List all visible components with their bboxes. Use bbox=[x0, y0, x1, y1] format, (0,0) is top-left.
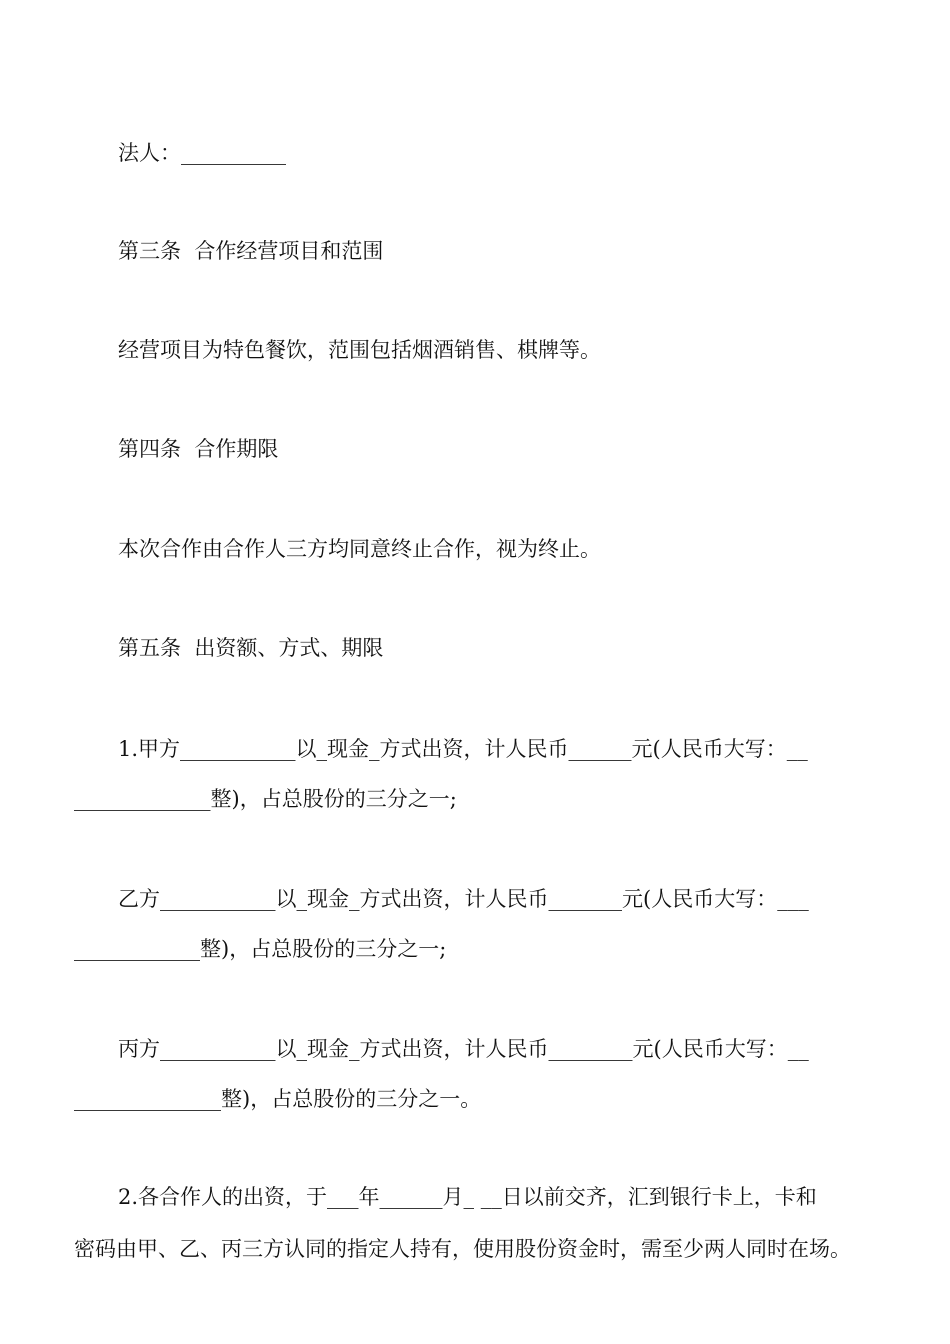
party-b-line-2: ____________整)，占总股份的三分之一; bbox=[74, 937, 447, 961]
legal-person-line: 法人：__________ bbox=[118, 141, 286, 165]
party-a-line-2: _____________整)，占总股份的三分之一; bbox=[74, 787, 457, 811]
payment-clause-line-1: 2.各合作人的出资，于___年______月_ __日以前交齐，汇到银行卡上，卡和 bbox=[118, 1185, 817, 1209]
party-a-line-1: 1.甲方___________以_现金_方式出资，计人民币______元(人民币大写：__ bbox=[118, 737, 808, 761]
article-4-heading: 第四条 合作期限 bbox=[118, 437, 279, 461]
article-3-body: 经营项目为特色餐饮，范围包括烟酒销售、棋牌等。 bbox=[118, 338, 601, 362]
article-3-heading: 第三条 合作经营项目和范围 bbox=[118, 239, 384, 263]
party-c-line-2: ______________整)，占总股份的三分之一。 bbox=[74, 1087, 482, 1111]
party-b-line-1: 乙方___________以_现金_方式出资，计人民币_______元(人民币大写：___ bbox=[118, 887, 809, 911]
article-4-body: 本次合作由合作人三方均同意终止合作，视为终止。 bbox=[118, 537, 601, 561]
article-5-heading: 第五条 出资额、方式、期限 bbox=[118, 636, 384, 660]
payment-clause-line-2: 密码由甲、乙、丙三方认同的指定人持有，使用股份资金时，需至少两人同时在场。 bbox=[74, 1237, 851, 1261]
party-c-line-1: 丙方___________以_现金_方式出资，计人民币________元(人民币大写：__ bbox=[118, 1037, 809, 1061]
